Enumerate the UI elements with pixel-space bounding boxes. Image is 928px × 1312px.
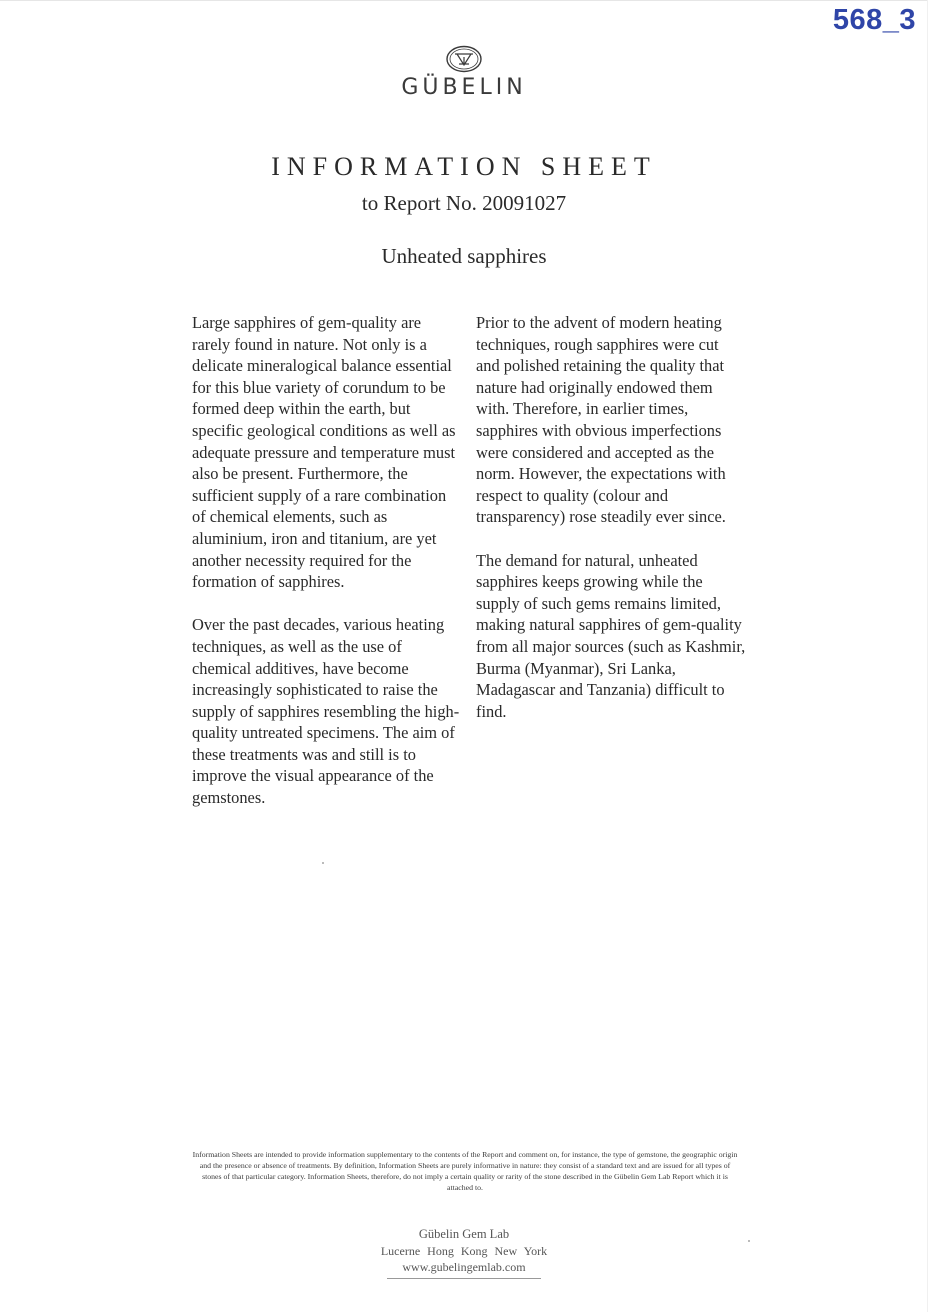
gubelin-wordmark: GÜBELIN bbox=[401, 75, 527, 100]
lab-locations: Lucerne Hong Kong New York bbox=[380, 1244, 548, 1258]
footer-divider bbox=[387, 1278, 541, 1279]
gubelin-logo bbox=[0, 44, 928, 100]
disclaimer-text: Information Sheets are intended to provide information supplementary to the contents of the Report and comment on, for instance, the type of gemstone, the geographic origin and the presence or absence of treatments. By definition, Information Sheets are purely informative in nature: they consist of a standard text and are issued for all types of stones of that particular category. Information Sheets, therefore, do not imply a certain quality or rarity of the stone described in the Gübelin Gem Lab Report which it is attached to. bbox=[192, 1150, 738, 1192]
top-edge-line bbox=[0, 0, 928, 1]
footer bbox=[0, 1226, 928, 1279]
scan-speck bbox=[322, 862, 324, 864]
paragraph: The demand for natural, unheated sapphires keeps growing while the supply of such gems remains limited, making natural sapphires of gem-quality from all major sources (such as Kashmir, Burma (Myanmar), Sri Lanka, Madagascar and Tanzania) difficult to find. bbox=[476, 550, 746, 721]
paragraph: Large sapphires of gem-quality are rarely found in nature. Not only is a delicate mineralogical balance essential for this blue variety of corundum to be formed deep within the earth, but specific geological conditions as well as adequate pressure and temperature must also be present. Furthermore, the sufficient supply of a rare combination of chemical elements, such as aluminium, iron and titanium, are yet another necessity required for the formation of sapphires. bbox=[192, 313, 456, 592]
left-text-column bbox=[192, 312, 460, 830]
paragraph: Prior to the advent of modern heating techniques, rough sapphires were cut and polished retaining the quality that nature had originally endowed them with. Therefore, in earlier times, sapphires with obvious imperfections were considered and accepted as the norm. However, the expectations with respect to quality (colour and transparency) rose steadily ever since. bbox=[476, 313, 726, 527]
paragraph: Over the past decades, various heating techniques, as well as the use of chemical additives, have become increasingly sophisticated to raise the supply of sapphires resembling the high-quality untreated specimens. The aim of these treatments was and still is to improve the visual appearance of the gemstones. bbox=[192, 615, 460, 808]
gubelin-emblem-icon bbox=[445, 44, 483, 74]
page-title: INFORMATION SHEET bbox=[271, 152, 657, 181]
page-tag: 568_3 bbox=[832, 4, 916, 36]
website-link[interactable]: www.gubelingemlab.com bbox=[402, 1260, 526, 1274]
right-text-column bbox=[476, 312, 746, 744]
lab-name: Gübelin Gem Lab bbox=[418, 1227, 510, 1241]
report-reference: to Report No. 20091027 bbox=[361, 191, 567, 215]
section-heading: Unheated sapphires bbox=[381, 244, 547, 268]
